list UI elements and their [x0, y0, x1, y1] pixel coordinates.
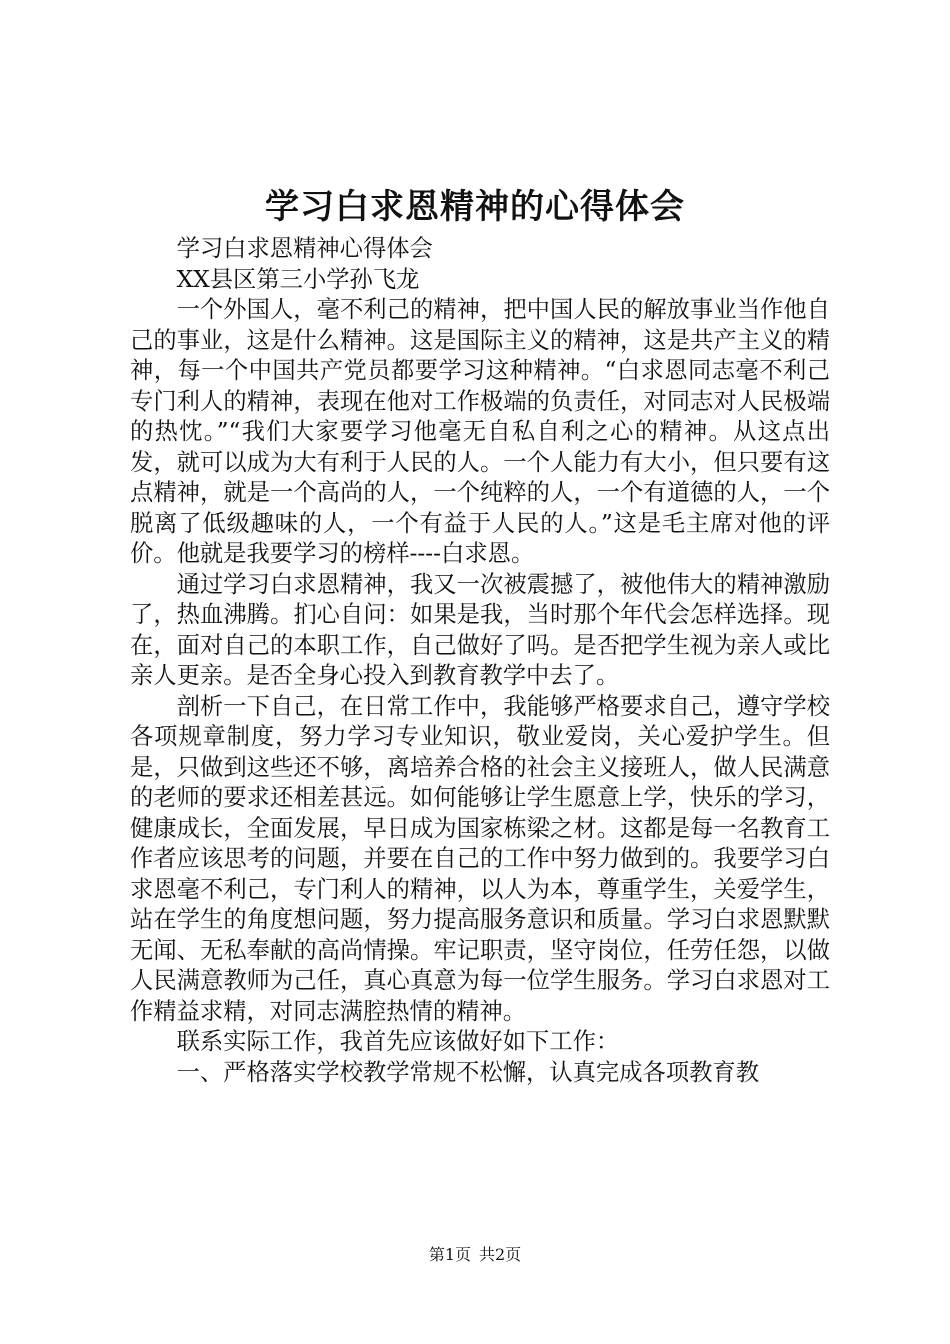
paragraph: 剖析一下自己，在日常工作中，我能够严格要求自己，遵守学校各项规章制度，努力学习专业知识，敬业爱岗，关心爱护学生。但是，只做到这些还不够，离培养合格的社会主义接班人，做人民满意的老师的要求还相差甚远。如何能够让学生愿意上学，快乐的学习，健康成长，全面发展，早日成为国家栋梁之材。这都是每一名教育工作者应该思考的问题，并要在自己的工作中努力做到的。我要学习白求恩毫不利己，专门利人的精神，以人为本，尊重学生，关爱学生，站在学生的角度想问题，努力提高服务意识和质量。学习白求恩默默无闻、无私奉献的高尚情操。牢记职责，坚守岗位，任劳任怨，以做人民满意教师为己任，真心真意为每一位学生服务。学习白求恩对工作精益求精，对同志满腔热情的精神。: [130, 692, 830, 1025]
document-body: [130, 234, 830, 1088]
paragraph: 一、严格落实学校教学常规不松懈，认真完成各项教育教: [176, 1058, 760, 1086]
page-total: 共2页: [479, 1245, 522, 1264]
paragraph-subtitle: 学习白求恩精神心得体会: [176, 235, 433, 262]
page-number: 第1页: [428, 1245, 471, 1264]
paragraph: 联系实际工作，我首先应该做好如下工作：: [176, 1028, 620, 1055]
paragraph: 一个外国人，毫不利己的精神，把中国人民的解放事业当作他自己的事业，这是什么精神。这是国际主义的精神，这是共产主义的精神，每一个中国共产党员都要学习这种精神。“白求恩同志毫不利己专门利人的精神，表现在他对工作极端的负责任，对同志对人民极端的热忱。”“我们大家要学习他毫无自私自利之心的精神。从这点出发，就可以成为大有利于人民的人。一个人能力有大小，但只要有这点精神，就是一个高尚的人，一个纯粹的人，一个有道德的人，一个脱离了低级趣味的人，一个有益于人民的人。”这是毛主席对他的评价。他就是我要学习的榜样----白求恩。: [130, 296, 830, 567]
document-title: 学习白求恩精神的心得体会: [265, 187, 685, 227]
page-footer: [0, 1244, 950, 1266]
paragraph-author: XX县区第三小学孙飞龙: [176, 265, 420, 293]
paragraph: 通过学习白求恩精神，我又一次被震撼了，被他伟大的精神激励了，热血沸腾。扪心自问：如果是我，当时那个年代会怎样选择。现在，面对自己的本职工作，自己做好了吗。是否把学生视为亲人或比亲人更亲。是否全身心投入到教育教学中去了。: [130, 570, 830, 689]
